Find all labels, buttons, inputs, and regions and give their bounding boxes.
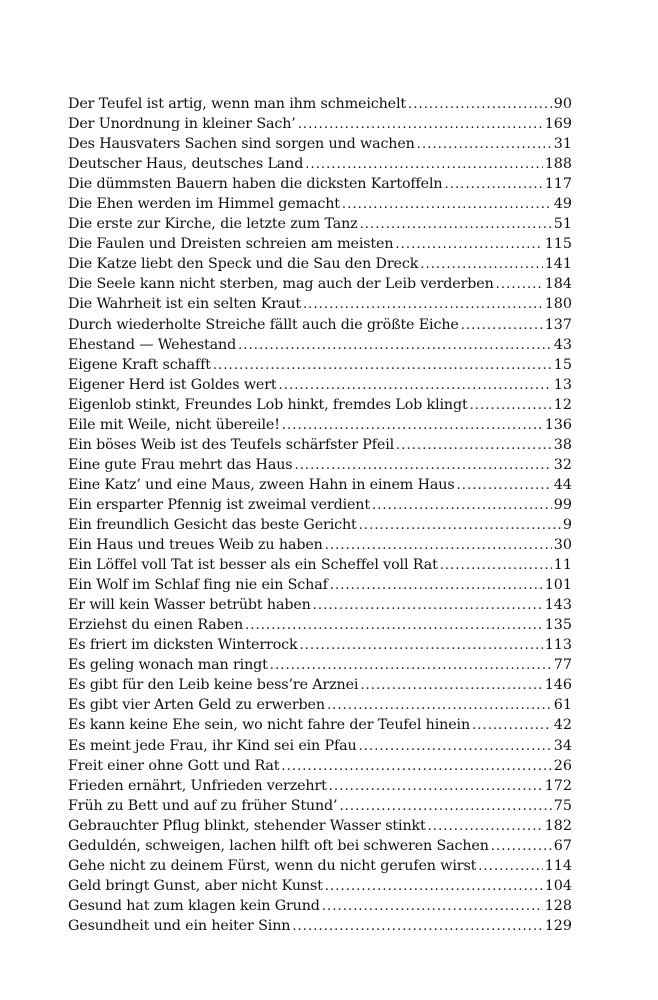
dot-leader: [428, 817, 543, 837]
dot-leader: [461, 316, 543, 336]
index-entry: [68, 415, 572, 435]
index-entry: [68, 475, 572, 495]
entry-page-number: 9: [562, 516, 572, 533]
index-entry: [68, 335, 572, 355]
index-entry: [68, 715, 572, 735]
entry-page-number: 101: [544, 577, 572, 594]
dot-leader: [325, 877, 543, 897]
dot-leader: [417, 135, 552, 155]
entry-page-number: 114: [544, 857, 572, 874]
index-entry: [68, 395, 572, 415]
entry-page-number: 31: [553, 136, 572, 153]
entry-title: Ein Löffel voll Tat ist besser als ein Scheffel voll Rat: [68, 557, 438, 574]
index-entry: [68, 294, 572, 314]
index-entry: [68, 896, 572, 916]
entry-title: Die Seele kann nicht sterben, mag auch der Leib verderben: [68, 276, 494, 293]
index-entry: [68, 635, 572, 655]
entry-page-number: 180: [544, 296, 572, 313]
entry-title: Früh zu Bett und auf zu früher Stund’: [68, 797, 338, 814]
entry-title: Eigenlob stinkt, Freundes Lob hinkt, fremdes Lob klingt: [68, 396, 468, 413]
index-entry: [68, 274, 572, 294]
index-entry: [68, 234, 572, 254]
index-entry: [68, 916, 572, 936]
index-entry: [68, 836, 572, 856]
entry-page-number: 129: [544, 917, 572, 934]
entry-title: Erziehst du einen Raben: [68, 617, 244, 634]
index-entry: [68, 695, 572, 715]
entry-title: Eigener Herd ist Goldes wert: [68, 376, 277, 393]
dot-leader: [322, 897, 543, 917]
index-entry: [68, 254, 572, 274]
entry-title: Frieden ernährt, Unfrieden verzehrt: [68, 777, 327, 794]
index-entry: [68, 655, 572, 675]
entry-page-number: 11: [553, 557, 572, 574]
entry-title: Ein Haus und treues Weib zu haben: [68, 537, 323, 554]
entry-title: Ehestand — Wehestand: [68, 336, 237, 353]
entry-page-number: 75: [553, 797, 572, 814]
entry-title: Die Wahrheit ist ein selten Kraut: [68, 296, 301, 313]
index-entry: [68, 495, 572, 515]
entry-title: Es gibt vier Arten Geld zu erwerben: [68, 697, 325, 714]
entry-title: Gehe nicht zu deinem Fürst, wenn du nicht gerufen wirst: [68, 857, 477, 874]
index-entry: [68, 816, 572, 836]
dot-leader: [279, 376, 552, 396]
dot-leader: [281, 757, 551, 777]
entry-title: Es kann keine Ehe sein, wo nicht fahre der Teufel hinein: [68, 717, 471, 734]
entry-title: Die dümmsten Bauern haben die dicksten Kartoffeln: [68, 176, 443, 193]
dot-leader: [396, 436, 552, 456]
dot-leader: [360, 676, 542, 696]
entry-page-number: 32: [553, 456, 572, 473]
index-entry: [68, 736, 572, 756]
index-entry: [68, 555, 572, 575]
index-entry: [68, 435, 572, 455]
dot-leader: [360, 215, 552, 235]
dot-leader: [339, 797, 551, 817]
entry-page-number: 146: [544, 677, 572, 694]
entry-page-number: 113: [544, 637, 572, 654]
dot-leader: [213, 356, 552, 376]
entry-page-number: 13: [553, 376, 572, 393]
entry-title: Des Hausvaters Sachen sind sorgen und wachen: [68, 136, 415, 153]
index-entry: [68, 776, 572, 796]
index-entry: [68, 174, 572, 194]
dot-leader: [457, 476, 552, 496]
index-entry: [68, 575, 572, 595]
dot-leader: [472, 716, 552, 736]
entry-title: Der Teufel ist artig, wenn man ihm schmeichelt: [68, 96, 406, 112]
entry-title: Durch wiederholte Streiche fällt auch die größte Eiche: [68, 316, 459, 333]
dot-leader: [298, 115, 543, 135]
dot-leader: [496, 275, 543, 295]
dot-leader: [359, 737, 552, 757]
index-entry: [68, 315, 572, 335]
dot-leader: [329, 777, 543, 797]
index-entry: [68, 94, 572, 114]
entry-title: Es gibt für den Leib keine bess’re Arznei: [68, 677, 359, 694]
index-entry: [68, 375, 572, 395]
dot-leader: [245, 616, 543, 636]
entry-page-number: 128: [544, 897, 572, 914]
entry-page-number: 188: [544, 156, 572, 173]
entry-title: Ein Wolf im Schlaf fing nie ein Schaf: [68, 577, 328, 594]
index-entry: [68, 114, 572, 134]
entry-title: Es friert im dicksten Winterrock: [68, 637, 298, 654]
entry-page-number: 137: [544, 316, 572, 333]
entry-page-number: 34: [553, 737, 572, 754]
entry-title: Gesund hat zum klagen kein Grund: [68, 897, 320, 914]
index-entry: [68, 214, 572, 234]
dot-leader: [327, 696, 552, 716]
dot-leader: [372, 496, 552, 516]
entry-page-number: 42: [553, 717, 572, 734]
dot-leader: [294, 456, 551, 476]
dot-leader: [342, 195, 552, 215]
entry-page-number: 141: [544, 256, 572, 273]
entry-title: Gebrauchter Pflug blinkt, stehender Wasser stinkt: [68, 817, 426, 834]
entry-title: Es geling wonach man ringt: [68, 657, 268, 674]
entry-page-number: 38: [553, 436, 572, 453]
index-entry: [68, 455, 572, 475]
entry-title: Geld bringt Gunst, aber nicht Kunst: [68, 877, 323, 894]
entry-title: Geduldén, schweigen, lachen hilft oft bei schweren Sachen: [68, 837, 489, 854]
dot-leader: [303, 295, 543, 315]
entry-page-number: 117: [544, 176, 572, 193]
dot-leader: [478, 857, 542, 877]
entry-title: Ein böses Weib ist des Teufels schärfster Pfeil: [68, 436, 395, 453]
dot-leader: [330, 576, 543, 596]
entry-title: Die erste zur Kirche, die letzte zum Tanz: [68, 216, 358, 233]
index-entry: [68, 355, 572, 375]
index-entry: [68, 515, 572, 535]
dot-leader: [325, 536, 552, 556]
entry-page-number: 44: [553, 476, 572, 493]
entry-title: Eine Katz’ und eine Maus, zween Hahn in einem Haus: [68, 476, 455, 493]
dot-leader: [238, 336, 552, 356]
dot-leader: [408, 95, 552, 115]
entry-page-number: 61: [553, 697, 572, 714]
index-entry: [68, 194, 572, 214]
entry-page-number: 51: [553, 216, 572, 233]
entry-title: Die Katze liebt den Speck und die Sau den Dreck: [68, 256, 419, 273]
index-entry: [68, 876, 572, 896]
entry-title: Eile mit Weile, nicht übereile!: [68, 416, 280, 433]
entry-page-number: 172: [544, 777, 572, 794]
index-entry: [68, 856, 572, 876]
index-entry: [68, 595, 572, 615]
dot-leader: [491, 837, 552, 857]
index-entry: [68, 535, 572, 555]
entry-page-number: 184: [544, 276, 572, 293]
dot-leader: [440, 556, 552, 576]
entry-page-number: 67: [553, 837, 572, 854]
entry-page-number: 136: [544, 416, 572, 433]
entry-title: Eigene Kraft schafft: [68, 356, 211, 373]
dot-leader: [270, 656, 552, 676]
entry-page-number: 12: [553, 396, 572, 413]
index-entry: [68, 154, 572, 174]
entry-page-number: 77: [553, 657, 572, 674]
dot-leader: [313, 596, 543, 616]
index-entry: [68, 796, 572, 816]
entry-title: Gesundheit und ein heiter Sinn: [68, 917, 291, 934]
entry-page-number: 182: [544, 817, 572, 834]
index-entry: [68, 615, 572, 635]
proverb-index-list: [68, 94, 572, 936]
dot-leader: [305, 155, 542, 175]
dot-leader: [282, 416, 543, 436]
entry-page-number: 169: [544, 116, 572, 133]
entry-title: Freit einer ohne Gott und Rat: [68, 757, 280, 774]
entry-page-number: 99: [553, 496, 572, 513]
entry-title: Der Unordnung in kleiner Sach’: [68, 116, 296, 133]
entry-page-number: 104: [544, 877, 572, 894]
entry-page-number: 49: [553, 196, 572, 213]
entry-page-number: 15: [553, 356, 572, 373]
dot-leader: [444, 175, 542, 195]
index-entry: [68, 756, 572, 776]
entry-page-number: 143: [544, 597, 572, 614]
entry-page-number: 30: [553, 537, 572, 554]
entry-page-number: 26: [553, 757, 572, 774]
entry-title: Ein freundlich Gesicht das beste Gericht: [68, 516, 357, 533]
index-entry: [68, 134, 572, 154]
dot-leader: [420, 255, 542, 275]
dot-leader: [300, 636, 543, 656]
entry-page-number: 43: [553, 336, 572, 353]
dot-leader: [470, 396, 552, 416]
entry-title: Die Faulen und Dreisten schreien am meisten: [68, 236, 394, 253]
entry-page-number: 135: [544, 617, 572, 634]
entry-title: Eine gute Frau mehrt das Haus: [68, 456, 293, 473]
dot-leader: [395, 235, 542, 255]
entry-title: Er will kein Wasser betrübt haben: [68, 597, 311, 614]
dot-leader: [359, 516, 561, 536]
entry-title: Die Ehen werden im Himmel gemacht: [68, 196, 340, 213]
entry-page-number: 115: [544, 236, 572, 253]
index-entry: [68, 675, 572, 695]
entry-page-number: 90: [553, 96, 572, 112]
entry-title: Deutscher Haus, deutsches Land: [68, 156, 304, 173]
entry-title: Ein ersparter Pfennig ist zweimal verdient: [68, 496, 370, 513]
entry-title: Es meint jede Frau, ihr Kind sei ein Pfau: [68, 737, 357, 754]
dot-leader: [292, 917, 542, 937]
